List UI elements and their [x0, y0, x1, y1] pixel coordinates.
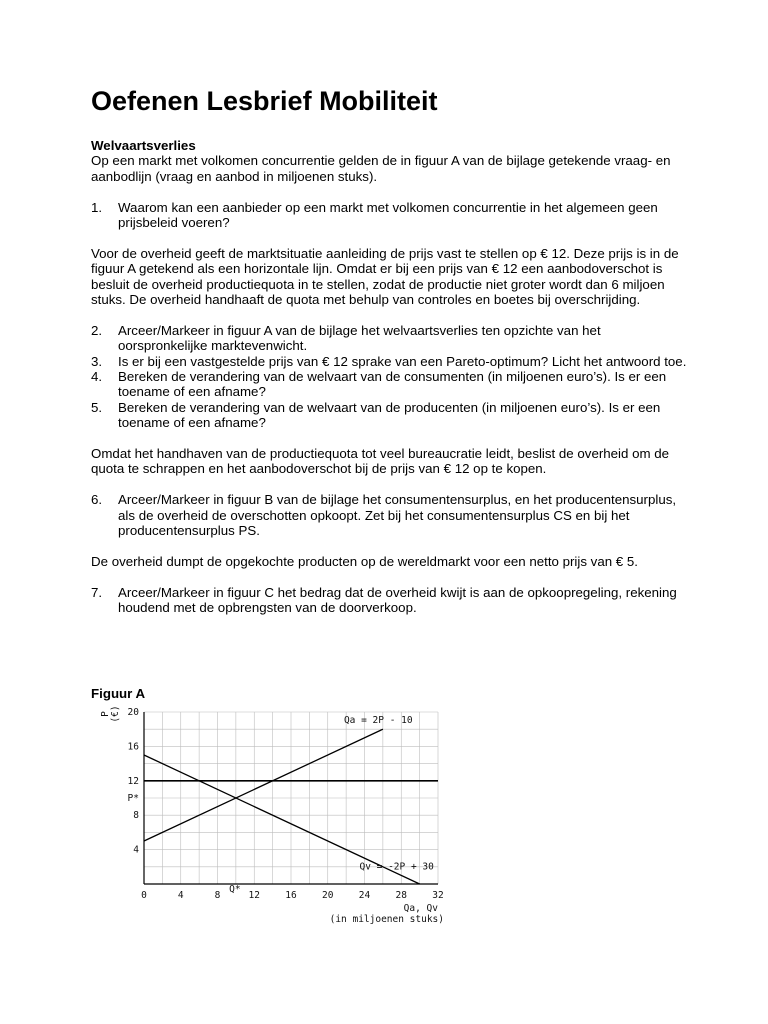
question-list-2: [91, 323, 691, 431]
question-number: 7.: [91, 584, 103, 600]
figure-a-chart: [95, 700, 455, 930]
question-text: Is er bij een vastgestelde prijs van € 12 sprake van een Pareto-optimum? Licht het antwoord toe.: [118, 353, 687, 369]
question-text: Bereken de verandering van de welvaart van de producenten (in miljoenen euro’s). Is er een toename of een afname?: [118, 399, 661, 431]
page-title: Oefenen Lesbrief Mobiliteit: [91, 86, 438, 116]
question-number: 6.: [91, 492, 103, 508]
y-tick-label: P*: [127, 793, 139, 804]
supply-curve-label: Qa = 2P - 10: [343, 715, 413, 727]
y-tick-label: 12: [127, 775, 139, 787]
demand-curve-label: Qv = -2P + 30: [359, 861, 434, 873]
document-body: [91, 84, 691, 631]
question-2: [91, 323, 691, 354]
x-tick-label: Q*: [229, 884, 241, 895]
question-text: Arceer/Markeer in figuur C het bedrag dat de overheid kwijt is aan de opkoopregeling, rekening houdend met de opbrengsten van de doorverkoop.: [118, 584, 677, 616]
question-list-4: [91, 585, 691, 616]
question-number: 5.: [91, 399, 103, 415]
figure-title: Figuur A: [91, 686, 146, 701]
question-text: Bereken de verandering van de welvaart van de consumenten (in miljoenen euro’s). Is er een toename of een afname?: [118, 369, 667, 400]
question-3: [91, 354, 691, 369]
question-number: 3.: [91, 353, 103, 369]
intro-paragraph: Op een markt met volkomen concurrentie gelden de in figuur A van de bijlage getekende vraag- en aanbodlijn (vraag en aanbod in miljoenen stuks).: [91, 153, 671, 184]
y-tick-label: 4: [133, 844, 139, 856]
x-tick-label: 0: [141, 890, 147, 901]
question-number: 2.: [91, 322, 103, 338]
y-tick-label: 20: [127, 707, 139, 718]
question-list-3: [91, 492, 691, 538]
question-list-1: [91, 200, 691, 231]
x-tick-label: 4: [177, 890, 184, 901]
question-number: 4.: [91, 369, 103, 385]
question-6: [91, 492, 691, 538]
question-5: [91, 400, 691, 431]
series-line-1: [144, 729, 383, 841]
x-tick-label: 28: [395, 890, 407, 901]
paragraph-price-quota: Voor de overheid geeft de marktsituatie aanleiding de prijs vast te stellen op € 12. Deze prijs is in de figuur A getekend als een horizontale lijn. Omdat er bij een prijs van € 12 een aanbodoverschot is besluit de overheid productiequota in te stellen, zodat de productie niet groter wordt dan 6 miljoen stuks. De overheid handhaaft de quota met behulp van controles en boetes bij overschrijding.: [91, 245, 679, 308]
y-tick-label: 8: [133, 810, 139, 822]
x-axis-unit: (in miljoenen stuks): [329, 914, 444, 925]
question-1: [91, 200, 691, 231]
question-4: [91, 369, 691, 400]
paragraph-dumping: De overheid dumpt de opgekochte producten op de wereldmarkt voor een netto prijs van € 5.: [91, 553, 638, 569]
question-number: 1.: [91, 199, 103, 215]
x-tick-label: 32: [432, 890, 444, 901]
paragraph-buyout: Omdat het handhaven van de productiequota tot veel bureaucratie leidt, beslist de overheid om de quota te schrappen en het aanbodoverschot bij de prijs van € 12 op te kopen.: [91, 446, 670, 477]
x-tick-label: 20: [322, 890, 334, 901]
section-heading: Welvaartsverlies: [91, 138, 196, 153]
x-tick-label: 16: [285, 890, 297, 901]
x-tick-label: 24: [358, 890, 371, 901]
question-text: Waarom kan een aanbieder op een markt met volkomen concurrentie in het algemeen geen prijsbeleid voeren?: [118, 199, 658, 231]
y-axis-label: P: [100, 711, 111, 717]
question-text: Arceer/Markeer in figuur A van de bijlage het welvaartsverlies ten opzichte van het oorspronkelijke marktevenwicht.: [118, 322, 601, 354]
y-axis-unit: (€): [110, 705, 121, 723]
x-tick-label: 8: [214, 890, 221, 901]
y-tick-label: 16: [127, 741, 139, 753]
x-axis-label: Qa, Qv: [403, 903, 438, 914]
question-7: [91, 585, 691, 616]
x-tick-label: 12: [248, 890, 260, 901]
question-text: Arceer/Markeer in figuur B van de bijlage het consumentensurplus, en het producentensurplus, als de overheid de overschotten opkoopt. Zet bij het consumentensurplus CS en bij het producentensurplus PS.: [118, 492, 677, 539]
